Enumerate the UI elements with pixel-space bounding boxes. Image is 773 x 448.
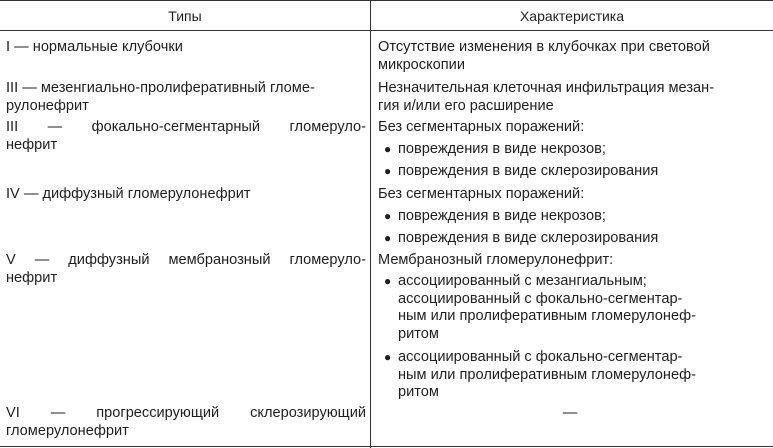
- type-cell-2: [6, 80, 366, 115]
- char-intro: Мембранозный гломерулонефрит:: [378, 252, 614, 268]
- char-cell-3: [378, 119, 770, 137]
- header-characteristic: Характеристика: [519, 8, 625, 24]
- bullet-list-4: [384, 208, 770, 247]
- bullet-icon: ●: [384, 142, 392, 156]
- bullet-list-5: [384, 273, 770, 402]
- char-line: микроскопии: [378, 56, 465, 73]
- bullet-icon: ●: [384, 274, 392, 288]
- bullet-icon: ●: [384, 209, 392, 223]
- char-intro: Без сегментарных поражений:: [378, 186, 585, 202]
- char-cell-2: [378, 80, 770, 115]
- list-item: ● ассоциированный с мезангиальным; ассоциированный с фокально-сегментар- ным или пролиферативным гломерулонеф- ритом: [384, 273, 696, 342]
- type-line: III — фокально-сегментарный гломеруло-: [6, 119, 366, 135]
- type-cell-3: [6, 119, 366, 154]
- char-line: гия и/или его расширение: [378, 97, 554, 114]
- list-item: ● ассоциированный с фокально-сегментар- ным или пролиферативным гломерулонеф- ритом: [384, 349, 696, 400]
- empty-characteristic-dash: —: [562, 405, 578, 421]
- list-item: ● повреждения в виде склерозирования: [384, 229, 659, 246]
- bullet-list-3: [384, 141, 770, 180]
- bullet-icon: ●: [384, 163, 392, 178]
- list-item: ● повреждения в виде некрозов;: [384, 141, 606, 157]
- header-types: Типы: [168, 8, 202, 24]
- type-line: III — мезенгиально-пролиферативный гломе-: [6, 80, 315, 96]
- type-cell-4: [6, 186, 366, 204]
- type-line: нефрит: [6, 136, 58, 153]
- bullet-icon: ●: [384, 350, 392, 364]
- type-line: I — нормальные клубочки: [6, 39, 183, 55]
- char-line: Незначительная клеточная инфильтрация мезан-: [378, 80, 715, 96]
- char-cell-1: [378, 39, 770, 74]
- char-line: Отсутствие изменения в клубочках при световой: [378, 39, 710, 55]
- type-cell-5: [6, 252, 366, 287]
- char-intro: Без сегментарных поражений:: [378, 119, 585, 135]
- char-cell-4: [378, 186, 770, 204]
- bullet-icon: ●: [384, 230, 392, 245]
- list-item: ● повреждения в виде склерозирования: [384, 162, 659, 179]
- type-cell-1: [6, 39, 366, 57]
- type-line: VI — прогрессирующий склерозирующий: [6, 405, 366, 421]
- type-line: рулонефрит: [6, 97, 89, 114]
- type-line: V — диффузный мембранозный гломеруло-: [6, 252, 366, 268]
- char-cell-5: [378, 252, 770, 270]
- type-line: IV — диффузный гломерулонефрит: [6, 186, 251, 202]
- list-item: ● повреждения в виде некрозов;: [384, 208, 606, 224]
- type-line: нефрит: [6, 269, 58, 286]
- type-cell-6: [6, 405, 366, 440]
- type-line: гломерулонефрит: [6, 422, 129, 439]
- column-divider: [370, 1, 371, 448]
- header-divider: [0, 30, 773, 31]
